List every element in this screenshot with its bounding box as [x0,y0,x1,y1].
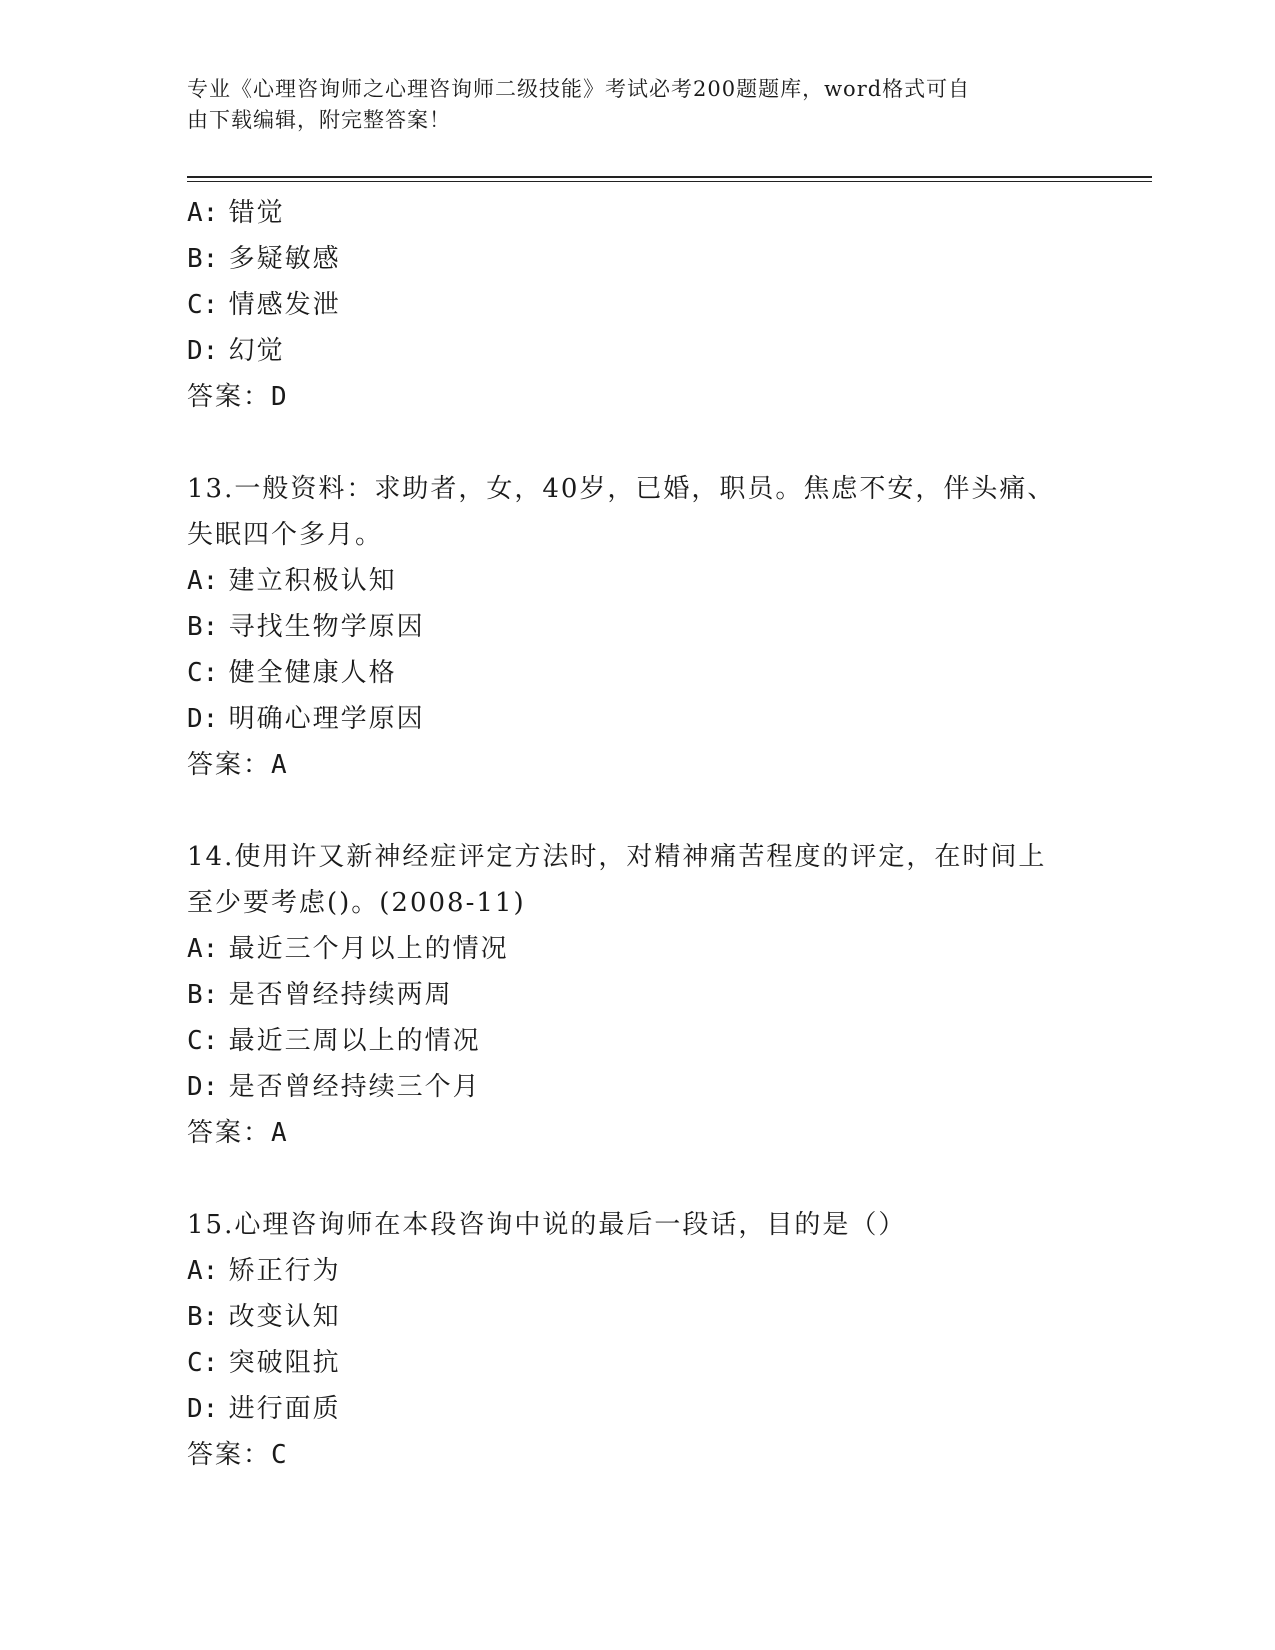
option-a: A: 矫正行为 [187,1256,341,1286]
option-a: A: 最近三个月以上的情况 [187,934,509,964]
question-stem-line-1: 14.使用许又新神经症评定方法时，对精神痛苦程度的评定，在时间上 [187,842,1047,872]
question-stem-line-2: 至少要考虑()。(2008-11) [187,888,526,918]
question-15 [187,1202,1087,1478]
answer-line: 答案：A [187,1118,289,1148]
answer-line: 答案：A [187,750,289,780]
question-12 [187,190,1087,420]
header-divider [187,176,1152,182]
document-header [187,74,1067,136]
header-line-1: 专业《心理咨询师之心理咨询师二级技能》考试必考200题题库，word格式可自 [187,77,971,101]
option-c: C: 健全健康人格 [187,658,397,688]
option-d: D: 是否曾经持续三个月 [187,1072,481,1102]
question-stem-line-2: 失眠四个多月。 [187,520,384,550]
option-b: B: 多疑敏感 [187,244,341,274]
answer-line: 答案：D [187,382,289,412]
option-a: A: 建立积极认知 [187,566,397,596]
question-list [187,190,1087,1478]
option-d: D: 明确心理学原因 [187,704,425,734]
option-b: B: 寻找生物学原因 [187,612,425,642]
option-b: B: 改变认知 [187,1302,341,1332]
option-c: C: 情感发泄 [187,290,341,320]
option-d: D: 幻觉 [187,336,285,366]
question-14 [187,834,1087,1156]
question-13 [187,466,1087,788]
header-line-2: 由下载编辑，附完整答案！ [187,108,451,132]
answer-line: 答案：C [187,1440,289,1470]
option-a: A: 错觉 [187,198,285,228]
question-stem-line-1: 13.一般资料：求助者，女，40岁，已婚，职员。焦虑不安，伴头痛、 [187,474,1056,504]
option-c: C: 最近三周以上的情况 [187,1026,481,1056]
question-stem-line-1: 15.心理咨询师在本段咨询中说的最后一段话，目的是（） [187,1210,907,1240]
option-b: B: 是否曾经持续两周 [187,980,453,1010]
option-c: C: 突破阻抗 [187,1348,341,1378]
option-d: D: 进行面质 [187,1394,341,1424]
